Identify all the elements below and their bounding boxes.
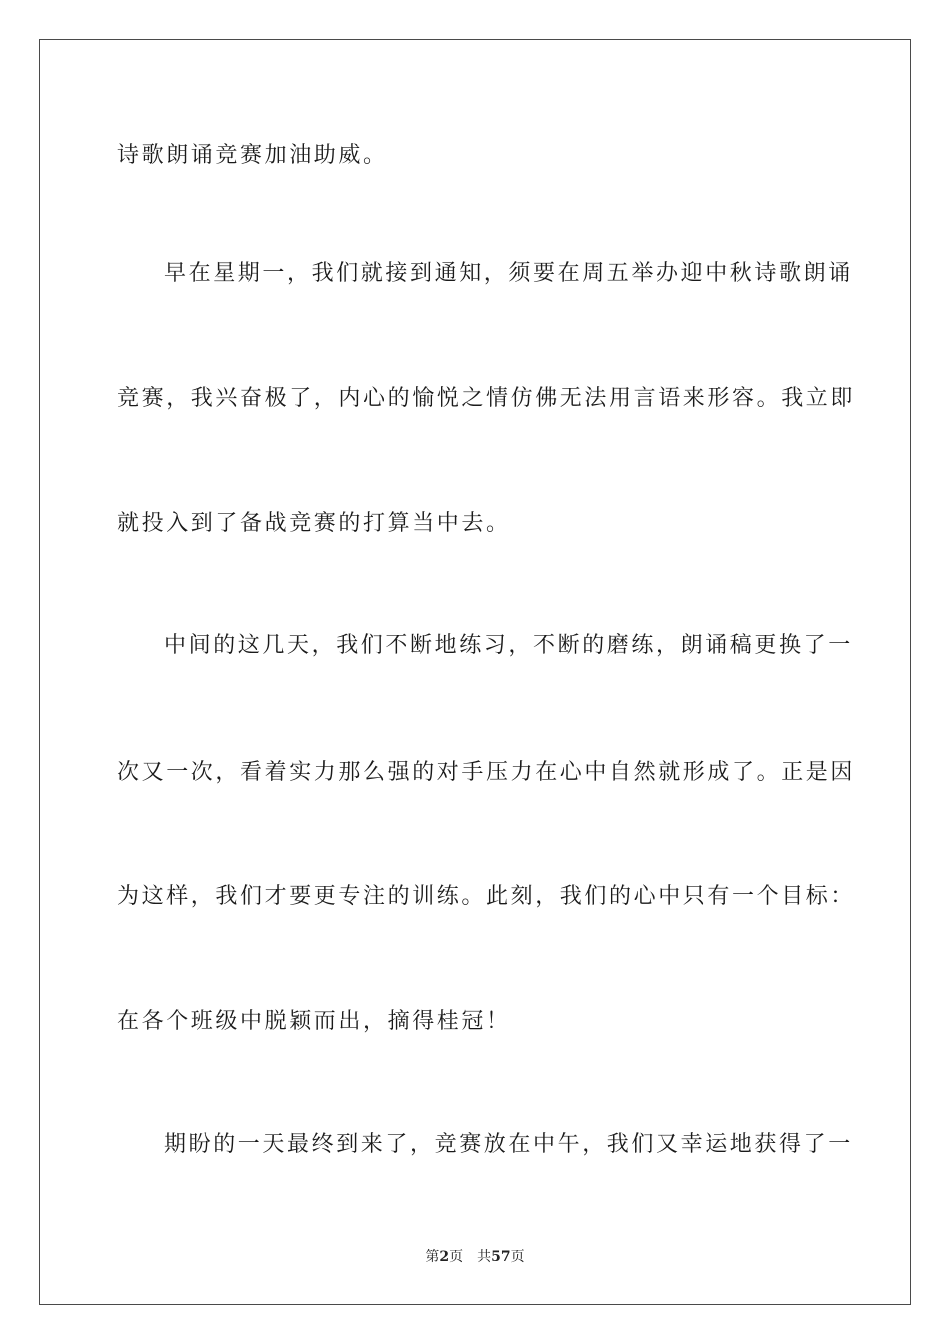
page-footer bbox=[0, 1247, 950, 1267]
page-number: 2 bbox=[439, 1249, 450, 1265]
text-line: 为这样，我们才要更专注的训练。此刻，我们的心中只有一个目标： bbox=[117, 884, 856, 909]
text-line: 诗歌朗诵竞赛加油助威。 bbox=[117, 143, 388, 168]
text-line: 在各个班级中脱颖而出，摘得桂冠！ bbox=[117, 1009, 511, 1034]
page-prefix: 第 bbox=[425, 1249, 440, 1265]
total-pages: 57 bbox=[491, 1249, 511, 1265]
text-line: 就投入到了备战竞赛的打算当中去。 bbox=[117, 511, 511, 536]
text-line: 竞赛，我兴奋极了，内心的愉悦之情仿佛无法用言语来形容。我立即 bbox=[117, 386, 856, 411]
paragraph-first-line: 早在星期一，我们就接到通知，须要在周五举办迎中秋诗歌朗诵 bbox=[164, 261, 853, 286]
total-suffix: 页 bbox=[510, 1249, 525, 1265]
total-prefix: 共 bbox=[477, 1249, 492, 1265]
paragraph-first-line: 期盼的一天最终到来了，竞赛放在中午，我们又幸运地获得了一 bbox=[164, 1132, 853, 1157]
page-suffix: 页 bbox=[449, 1249, 464, 1265]
paragraph-first-line: 中间的这几天，我们不断地练习，不断的磨练，朗诵稿更换了一 bbox=[164, 633, 853, 658]
page-border bbox=[39, 39, 911, 1305]
text-line: 次又一次，看着实力那么强的对手压力在心中自然就形成了。正是因 bbox=[117, 760, 856, 785]
